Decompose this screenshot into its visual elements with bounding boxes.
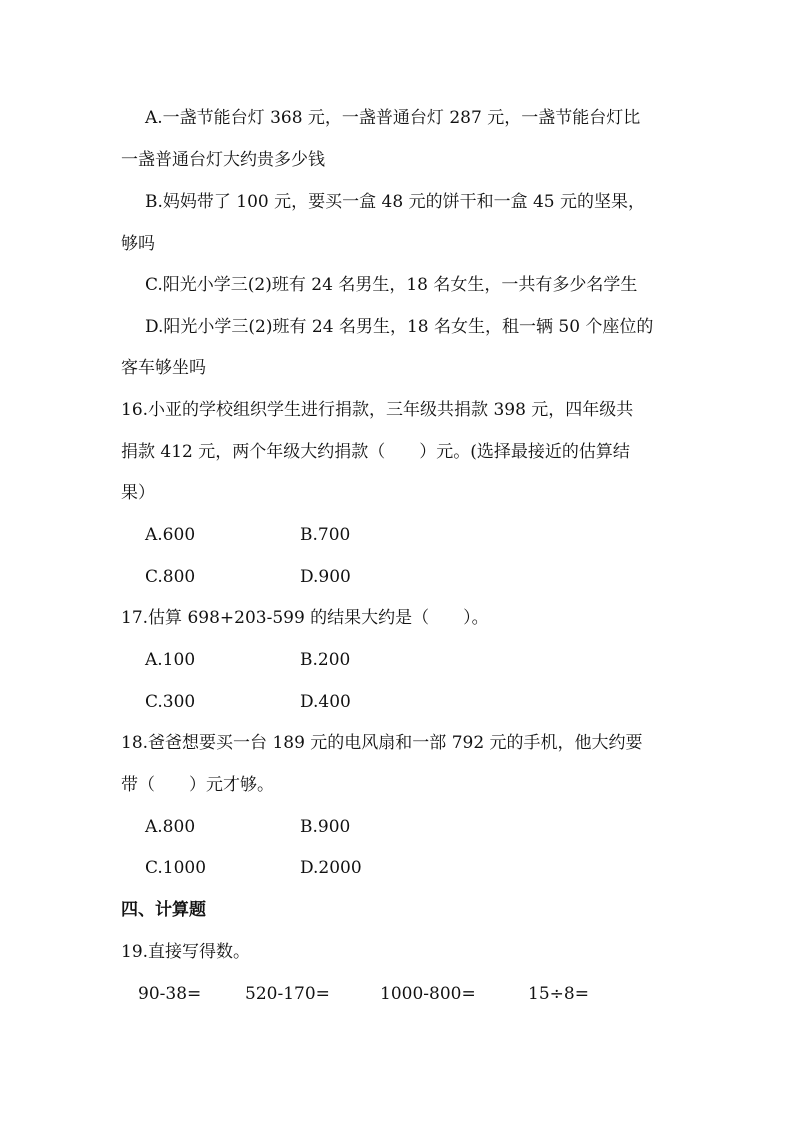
q18-line1: 18.爸爸想要买一台 189 元的电风扇和一部 792 元的手机，他大约要	[121, 733, 643, 753]
q18-option-c: C.1000	[145, 858, 207, 878]
option-b-line2: 够吗	[121, 234, 155, 254]
option-a-line1: A.一盏节能台灯 368 元，一盏普通台灯 287 元，一盏节能台灯比	[145, 108, 641, 128]
q17-option-a: A.100	[145, 650, 196, 670]
q17-option-d: D.400	[300, 692, 351, 712]
option-d-line1: D.阳光小学三(2)班有 24 名男生，18 名女生，租一辆 50 个座位的	[145, 317, 654, 337]
q16-option-c: C.800	[145, 567, 196, 587]
option-d-line2: 客车够坐吗	[121, 358, 206, 378]
q17-line1: 17.估算 698+203-599 的结果大约是（ ）。	[121, 608, 489, 628]
q16-option-b: B.700	[300, 525, 351, 545]
q19-item-3: 1000-800=	[380, 984, 476, 1004]
q16-option-a: A.600	[145, 525, 196, 545]
q18-line2: 带（ ）元才够。	[121, 775, 274, 795]
section-heading: 四、计算题	[121, 900, 206, 920]
option-a-line2: 一盏普通台灯大约贵多少钱	[121, 150, 325, 170]
q18-option-d: D.2000	[300, 858, 362, 878]
q16-option-d: D.900	[300, 567, 351, 587]
q18-option-a: A.800	[145, 817, 196, 837]
q16-line3: 果）	[121, 483, 155, 503]
q17-option-b: B.200	[300, 650, 351, 670]
q18-option-b: B.900	[300, 817, 351, 837]
q19-item-4: 15÷8=	[528, 984, 589, 1004]
q19-item-2: 520-170=	[245, 984, 330, 1004]
q19-line1: 19.直接写得数。	[121, 942, 251, 962]
option-c-line1: C.阳光小学三(2)班有 24 名男生，18 名女生，一共有多少名学生	[145, 275, 638, 295]
q19-item-1: 90-38=	[138, 984, 202, 1004]
q16-line2: 捐款 412 元，两个年级大约捐款（ ）元。(选择最接近的估算结	[121, 442, 630, 462]
q17-option-c: C.300	[145, 692, 196, 712]
option-b-line1: B.妈妈带了 100 元，要买一盒 48 元的饼干和一盒 45 元的坚果，	[145, 192, 646, 212]
q16-line1: 16.小亚的学校组织学生进行捐款，三年级共捐款 398 元，四年级共	[121, 400, 634, 420]
